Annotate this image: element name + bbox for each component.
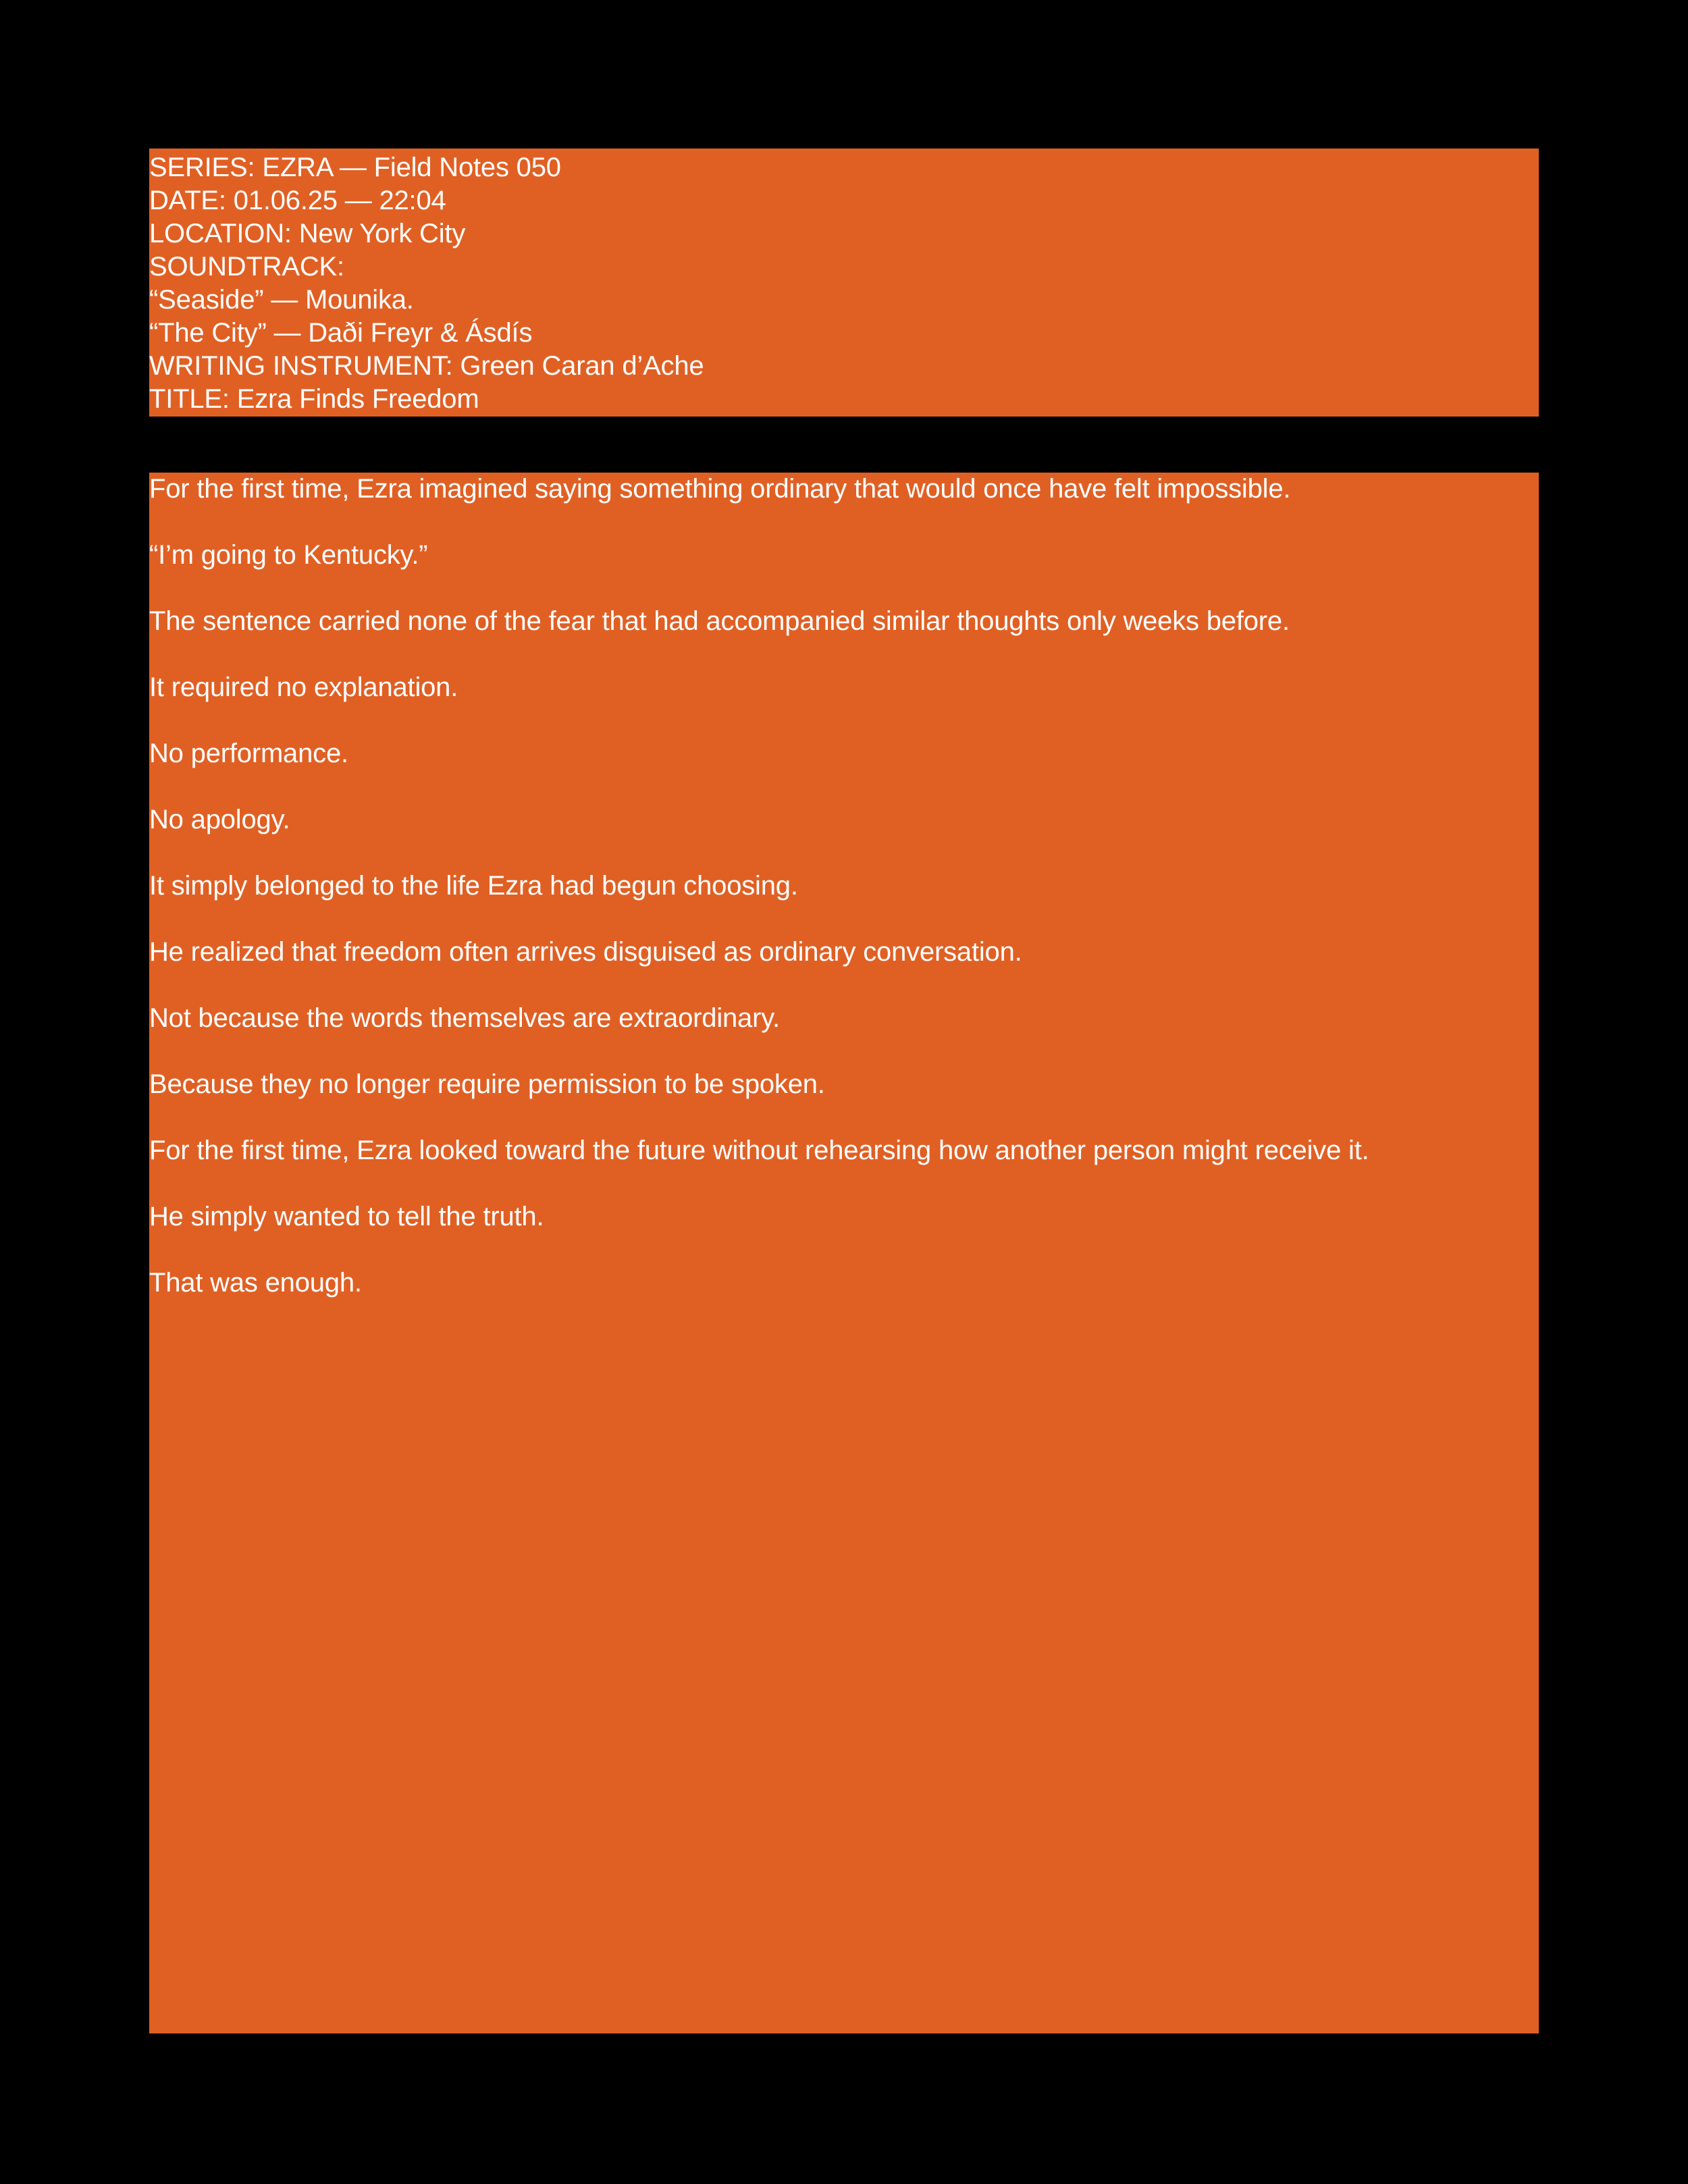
title-line: TITLE: Ezra Finds Freedom <box>149 384 479 414</box>
paragraph: The sentence carried none of the fear that had accompanied similar thoughts only weeks before. <box>149 606 1290 636</box>
paragraph: Because they no longer require permission to be spoken. <box>149 1069 825 1099</box>
paragraph: “I’m going to Kentucky.” <box>149 540 428 570</box>
soundtrack-track-2: “The City” — Daði Freyr & Ásdís <box>149 318 533 348</box>
writing-instrument-line: WRITING INSTRUMENT: Green Caran d’Ache <box>149 351 704 381</box>
paragraph: For the first time, Ezra imagined saying something ordinary that would once have felt impossible. <box>149 474 1291 504</box>
story-panel <box>149 473 1539 2033</box>
paragraph: It simply belonged to the life Ezra had begun choosing. <box>149 871 798 901</box>
paragraph: It required no explanation. <box>149 672 458 702</box>
paragraph: For the first time, Ezra looked toward the future without rehearsing how another person might receive it. <box>149 1136 1369 1165</box>
paragraph: No apology. <box>149 805 290 834</box>
paragraph: No performance. <box>149 739 348 768</box>
location-line: LOCATION: New York City <box>149 219 466 248</box>
paragraph: He simply wanted to tell the truth. <box>149 1202 544 1231</box>
date-line: DATE: 01.06.25 — 22:04 <box>149 186 446 215</box>
paragraph: Not because the words themselves are extraordinary. <box>149 1003 780 1033</box>
paragraph: He realized that freedom often arrives disguised as ordinary conversation. <box>149 937 1022 967</box>
series-line: SERIES: EZRA — Field Notes 050 <box>149 153 561 182</box>
soundtrack-label: SOUNDTRACK: <box>149 252 344 282</box>
paragraph: That was enough. <box>149 1268 362 1298</box>
metadata-panel <box>149 149 1539 417</box>
soundtrack-track-1: “Seaside” — Mounika. <box>149 285 414 315</box>
